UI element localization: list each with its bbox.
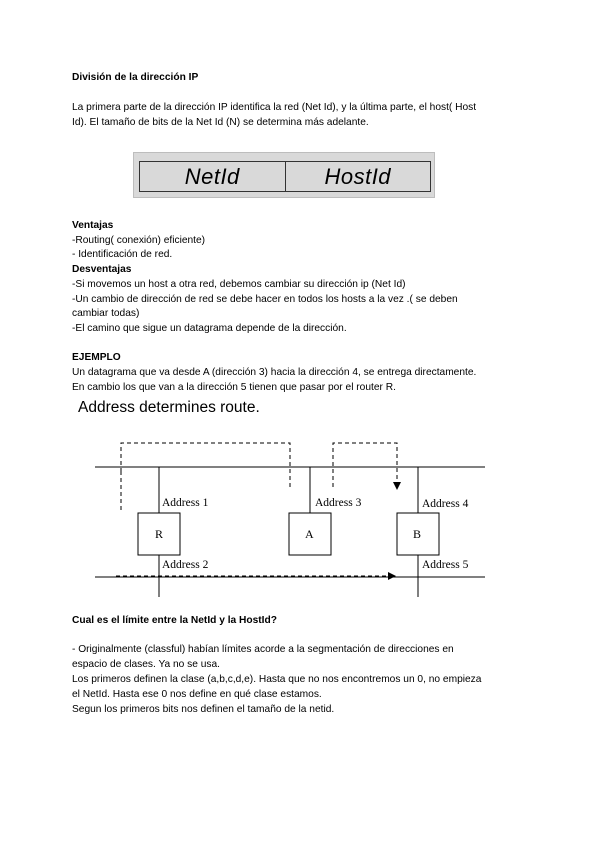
ventajas-title: Ventajas xyxy=(72,220,114,231)
answer-line: espacio de clases. Ya no se usa. xyxy=(72,659,221,670)
desventajas-title: Desventajas xyxy=(72,264,132,275)
address-2-label: Address 2 xyxy=(162,559,209,571)
section-heading: División de la dirección IP xyxy=(72,72,199,83)
address-1-label: Address 1 xyxy=(162,497,209,509)
address-4-label: Address 4 xyxy=(422,498,469,510)
desventajas-item: -Un cambio de dirección de red se debe hacer en todos los hosts a la vez .( se deben xyxy=(72,294,458,305)
router-r-label: R xyxy=(155,527,164,541)
route-direct-arrow xyxy=(333,443,397,488)
answer-line: Los primeros definen la clase (a,b,c,d,e). Hasta que no nos encontremos un 0, no empieza xyxy=(72,674,482,685)
ejemplo-line-1: Un datagrama que va desde A (dirección 3) hacia la dirección 4, se entrega directamente. xyxy=(72,367,477,378)
intro-line-2: Id). El tamaño de bits de la Net Id (N) se determina más adelante. xyxy=(72,117,369,128)
answer-line: - Originalmente (classful) habían límites acorde a la segmentación de direcciones en xyxy=(72,644,454,655)
diagram-title: Address determines route. xyxy=(78,399,260,416)
hostid-cell: HostId xyxy=(285,162,431,191)
ventajas-item: - Identificación de red. xyxy=(72,249,173,260)
answer-line: el NetId. Hasta ese 0 nos define en qué clase estamos. xyxy=(72,689,322,700)
intro-line-1: La primera parte de la dirección IP identifica la red (Net Id), y la última parte, el host( Host xyxy=(72,102,477,113)
host-a-label: A xyxy=(305,527,314,541)
netid-cell: NetId xyxy=(184,163,240,189)
answer-line: Segun los primeros bits nos definen el tamaño de la netid. xyxy=(72,704,335,715)
desventajas-item: -El camino que sigue un datagrama depende de la dirección. xyxy=(72,323,347,334)
ejemplo-title: EJEMPLO xyxy=(72,352,121,363)
address-3-label: Address 3 xyxy=(315,497,362,509)
desventajas-item: -Si movemos un host a otra red, debemos cambiar su dirección ip (Net Id) xyxy=(72,279,406,290)
ventajas-item: -Routing( conexión) eficiente) xyxy=(72,235,206,246)
host-b-label: B xyxy=(413,527,422,541)
desventajas-item: cambiar todas) xyxy=(72,308,140,319)
ejemplo-line-2: En cambio los que van a la dirección 5 tienen que pasar por el router R. xyxy=(72,382,396,393)
address-5-label: Address 5 xyxy=(422,559,469,571)
question-heading: Cual es el límite entre la NetId y la HostId? xyxy=(72,615,277,626)
